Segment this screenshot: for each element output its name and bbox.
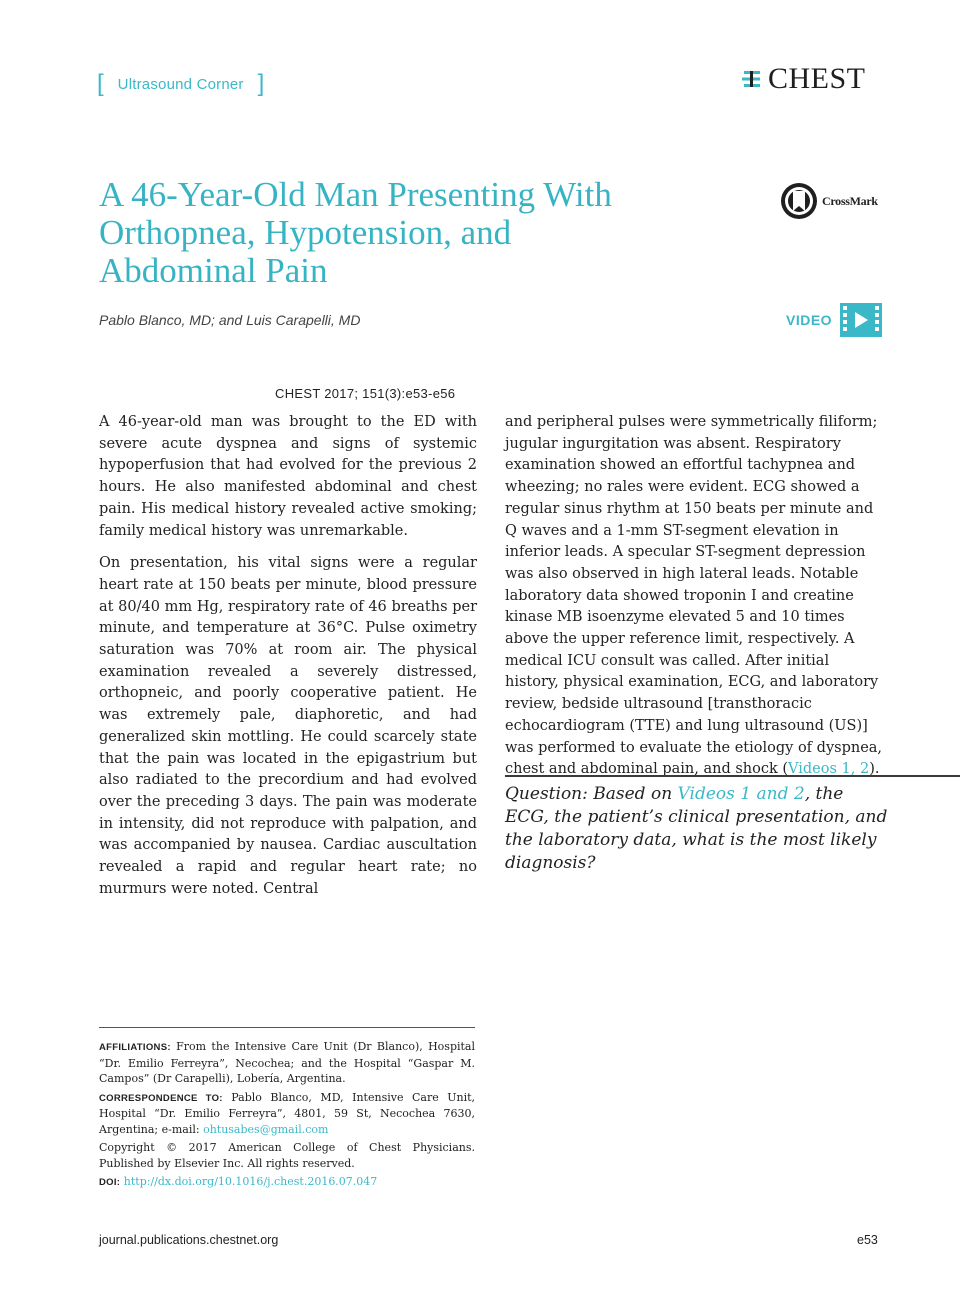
body-text: and peripheral pulses were symmetrically filiform; jugular ingurgitation was absent. Respiratory examination showed an effortful tachypnea and wheezing; no rales were evident. ECG showed a regular sinus rhythm at 150 beats per minute and Q waves and a 1-mm ST-segment elevation in inferior leads. A specular ST-segment depression was also observed in high lateral leads. Notable laboratory data showed troponin I and creatine kinase MB isoenzyme elevated 5 and 10 times above the upper reference limit, respectively. A medical ICU consult was called. After initial history, physical examination, ECG, and laboratory review, bedside ultrasound [transthoracic echocardiogram (TTE) and lung ultrasound (US)] was performed to evaluate the etiology of dyspnea, chest and abdominal pain, and shock ( [505, 414, 883, 778]
video-link[interactable] [786, 303, 882, 337]
video-label: VIDEO [786, 312, 833, 328]
crossmark-label: CrossMark [822, 193, 878, 208]
section-tag-label: Ultrasound Corner [117, 75, 244, 93]
crossmark-badge[interactable] [780, 182, 878, 220]
authors: Pablo Blanco, MD; and Luis Carapelli, MD [99, 312, 361, 328]
videos-link[interactable]: Videos 1, 2 [788, 761, 870, 778]
body-paragraph: On presentation, his vital signs were a regular heart rate at 150 beats per minute, blood pressure at 80/40 mm Hg, respiratory rate of 46 breaths per minute, and temperature at 36°C. Pulse oximetry saturation was 70% at room air. The physical examination revealed a severely distressed, orthopneic, and poorly cooperative patient. He was extremely pale, diaphoretic, and had generalized skin mottling. He could scarcely state that the pain was located in the epigastrium but also radiated to the precordium and had evolved over the preceding 3 days. The pain was moderate in intensity, did not reproduce with palpation, and was accompanied by nausea. Cardiac auscultation revealed a rapid and regular heart rate; no murmurs were noted. Central [99, 555, 477, 897]
affiliations-block [99, 1039, 475, 1194]
citation: CHEST 2017; 151(3):e53-e56 [275, 386, 456, 401]
correspondence-text: Pablo Blanco, MD, Intensive Care Unit, Hospital “Dr. Emilio Ferreyra”, 4801, 59 St, Necochea 7630, Argentina; e-mail: [99, 1090, 476, 1136]
bracket-open: [ [97, 70, 104, 97]
video-film-icon [840, 303, 882, 337]
affiliations-divider [99, 1027, 475, 1028]
question-videos-link[interactable]: Videos 1 and 2 [677, 784, 805, 804]
journal-logo [742, 62, 866, 96]
email-link[interactable]: ohtusabes@gmail.com [203, 1122, 329, 1136]
affiliations [99, 1039, 475, 1087]
affiliations-label: AFFILIATIONS: [99, 1042, 171, 1053]
question [505, 783, 890, 875]
bracket-close: ] [257, 70, 265, 97]
doi-link[interactable]: http://dx.doi.org/10.1016/j.chest.2016.07.047 [123, 1175, 378, 1188]
body-paragraph [505, 412, 885, 781]
body-text-end: ). [869, 761, 880, 778]
page-number: e53 [857, 1233, 878, 1247]
crossmark-icon [780, 182, 818, 220]
body-paragraph: A 46-year-old man was brought to the ED with severe acute dyspnea and signs of systemic hypoperfusion that had evolved for the previous 2 hours. He also manifested abdominal and chest pain. His medical history revealed active smoking; family medical history was unremarkable. [99, 414, 477, 539]
footer-website[interactable]: journal.publications.chestnet.org [99, 1233, 279, 1247]
affiliations-text: From the Intensive Care Unit (Dr Blanco), Hospital “Dr. Emilio Ferreyra”, Necochea; and the Hospital “Gaspar M. Campos” (Dr Carapelli), Lobería, Argentina. [99, 1040, 475, 1085]
doi-label: DOI: [99, 1177, 121, 1188]
journal-name: CHEST [768, 62, 866, 95]
question-prefix: Question: Based on [505, 784, 678, 804]
question-divider [505, 775, 960, 777]
body-left-column [99, 412, 477, 911]
correspondence [99, 1090, 475, 1138]
doi [99, 1174, 475, 1191]
question-suffix: , the ECG, the patient’s clinical presentation, and the laboratory data, what is the most likely diagnosis? [505, 784, 888, 873]
body-right-column [505, 412, 885, 792]
copyright: Copyright © 2017 American College of Chest Physicians. Published by Elsevier Inc. All rights reserved. [99, 1141, 475, 1170]
article-title: A 46-Year-Old Man Presenting With Orthopnea, Hypotension, and Abdominal Pain [99, 175, 612, 290]
correspondence-label: CORRESPONDENCE TO: [99, 1092, 223, 1104]
section-tag [97, 70, 264, 98]
chest-logo-icon [742, 68, 764, 90]
